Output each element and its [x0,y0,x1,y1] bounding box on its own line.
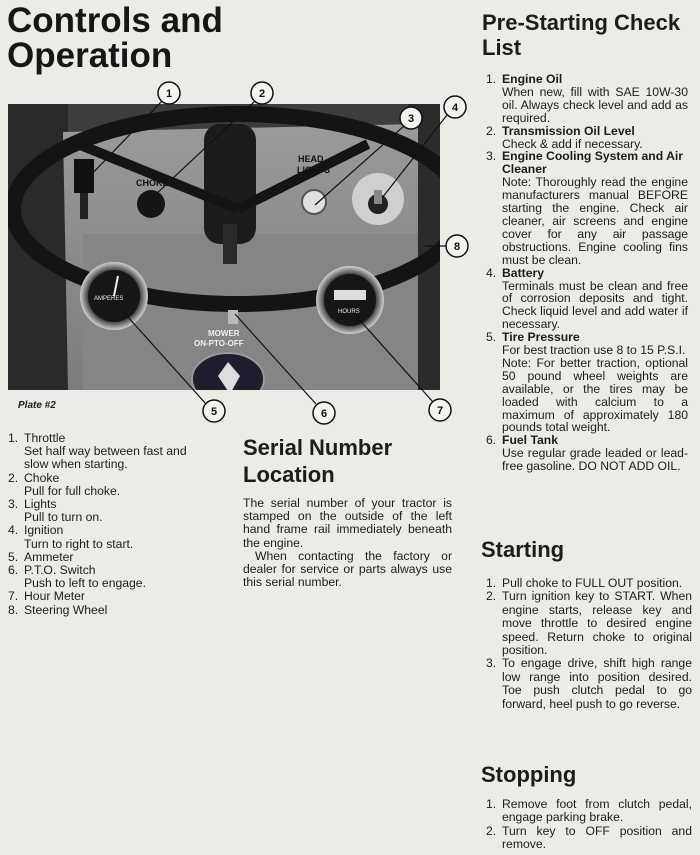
list-item: 2. Choke Pull for full choke. [8,470,121,498]
list-item: 3. Engine Cooling System and Air Cleaner Note: Thoroughly read the engine manufacturers manual BEFORE starting the engine. Check air cleaner, air screens and engine cover for any air passage obstructions. Engine cooling fins must be clean. [486,149,688,267]
callout-5: 5 [210,406,218,418]
list-item: 6. Fuel Tank Use regular grade leaded or lead-free gasoline. DO NOT ADD OIL. [486,433,688,474]
page-title: Controls and Operation [7,1,223,75]
headlights-label-2: LIGHTS [297,165,330,175]
starting-steps [486,577,692,711]
ammeter-label: AMPERES [94,296,124,302]
headlights-label: HEAD [298,154,324,164]
list-item: 4. Battery Terminals must be clean and free of corrosion deposits and tight. Check liquid level and add water if necessary. [486,265,688,332]
list-item: 4. Ignition Turn to right to start. [8,523,134,551]
list-item: 7. Hour Meter [8,589,85,604]
list-item: 1. Engine Oil When new, fill with SAE 10W-30 oil. Always check level and add as required. [486,72,688,125]
callout-2: 2 [258,88,266,100]
list-item: 3. To engage drive, shift high range low range into position desired. Toe push clutch pedal to go forward, heel push to go reverse. [486,656,692,711]
callout-8: 8 [453,241,461,253]
callout-6: 6 [320,408,328,420]
hour-meter-label: HOURS [338,309,360,315]
list-item: 1. Throttle Set half way between fast and slow when starting. [8,431,187,472]
mower-label: MOWER [208,329,240,338]
serial-title: Serial Number Location [243,435,393,487]
list-item: 1. Remove foot from clutch pedal, engage parking brake. [486,797,692,825]
callout-4: 4 [451,102,459,114]
callout-1: 1 [165,88,173,100]
list-item: 2. Turn key to OFF position and remove. [486,823,692,852]
serial-paragraph-2: When contacting the factory or dealer for service or parts always use this serial number. [243,548,452,590]
list-item: 3. Lights Pull to turn on. [8,497,103,525]
stopping-steps [486,798,692,852]
list-item: 1. Pull choke to FULL OUT position. [486,576,683,590]
list-item: 6. P.T.O. Switch Push to left to engage. [8,563,146,591]
mower-label-2: ON-PTO-OFF [194,339,244,348]
list-item: 8. Steering Wheel [8,602,108,617]
controls-list [8,432,213,617]
stopping-title: Stopping [481,762,577,787]
serial-paragraph-1: The serial number of your tractor is stamped on the outside of the left hand frame rail immediately beneath the engine. [243,496,452,550]
plate-caption: Plate #2 [18,400,56,411]
serial-body [243,497,452,589]
list-item: 5. Ammeter [8,549,74,564]
callout-7: 7 [436,405,444,417]
list-item: 2. Transmission Oil Level Check & add if necessary. [486,123,643,151]
checklist [486,73,688,473]
list-item: 2. Turn ignition key to START. When engine starts, release key and move throttle to desired engine speed. Return choke to original position. [486,589,692,658]
choke-label: CHOKE [136,178,169,188]
starting-title: Starting [481,537,565,562]
checklist-title: Pre-Starting Check List [482,10,681,60]
callout-3: 3 [407,113,415,125]
list-item: 5. Tire Pressure For best traction use 8 to 15 P.S.I. Note: For better traction, optional 50 pound wheel weights are available, or the tires may be loaded with calcium to a maximum of approximately 180 pounds total weight. [486,330,688,435]
